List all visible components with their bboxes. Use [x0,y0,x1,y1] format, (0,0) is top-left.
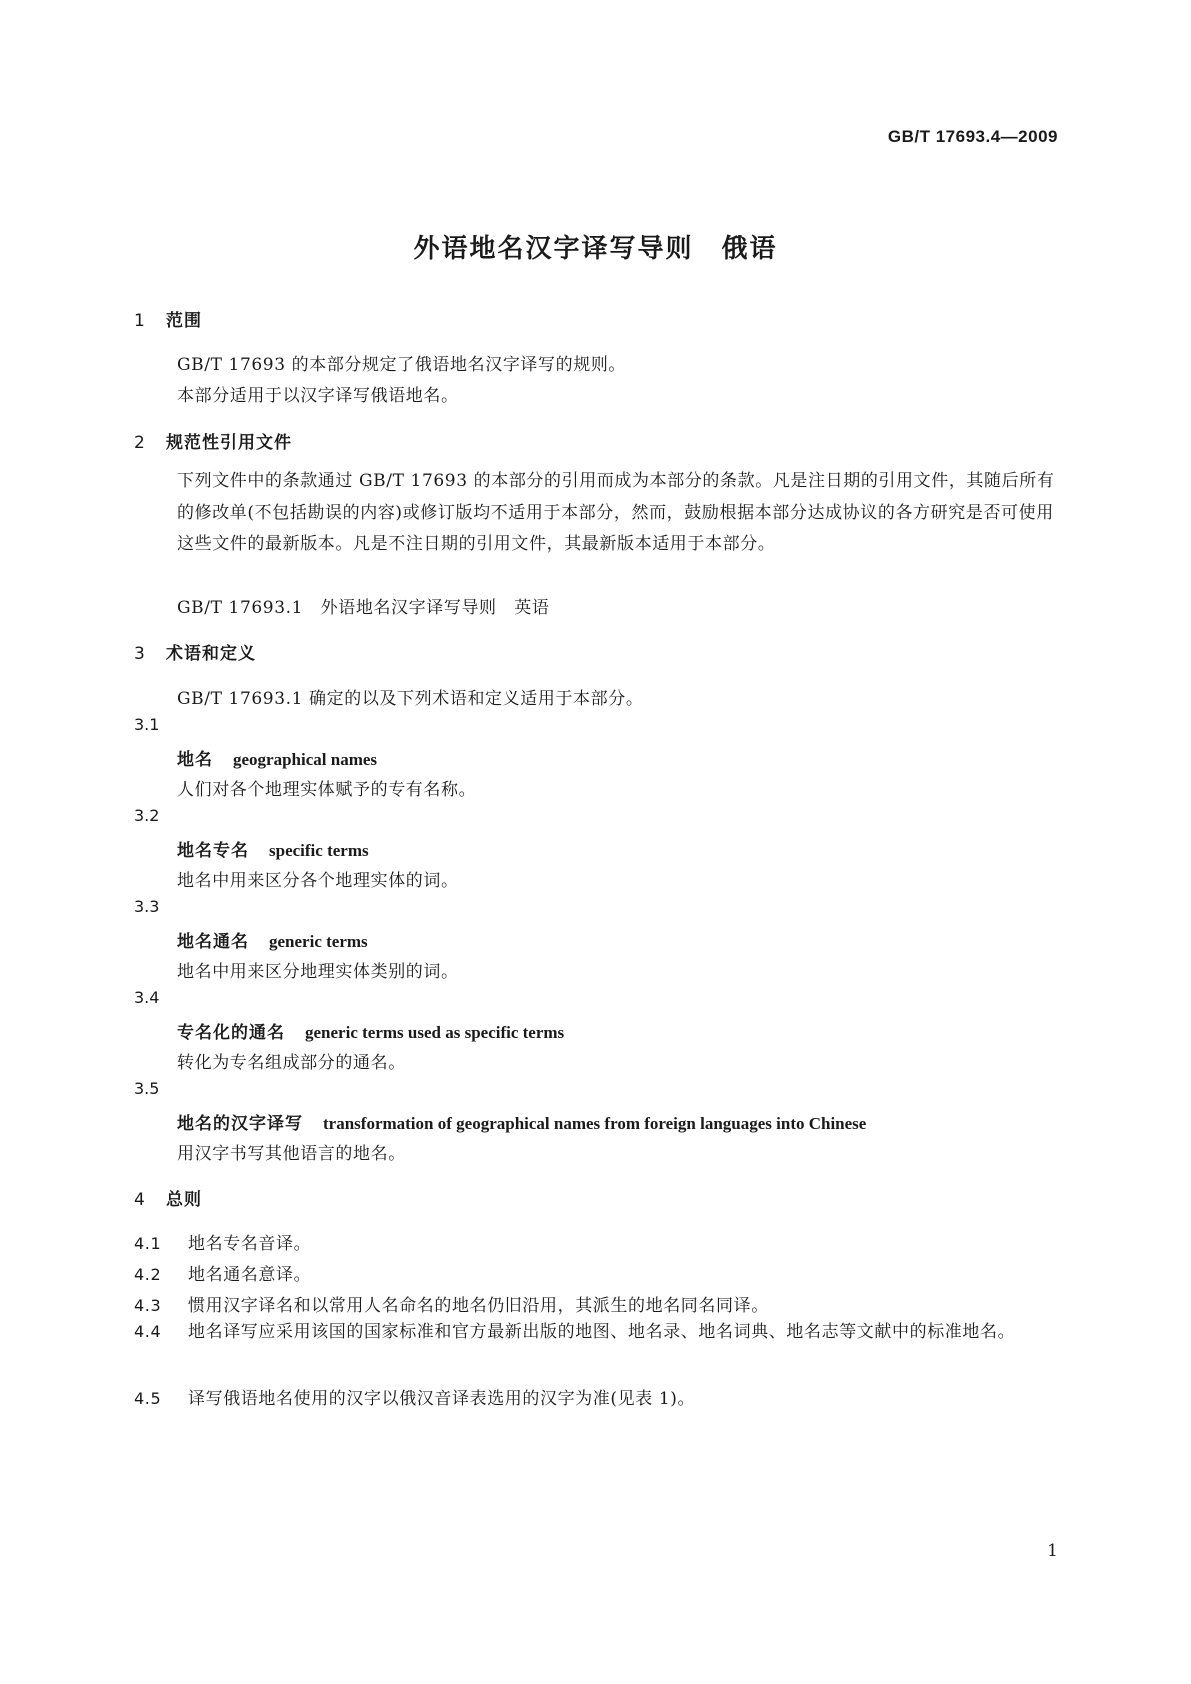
clause-number: 3.2 [134,806,160,825]
list-item [134,1384,695,1409]
item-text: 地名译写应采用该国的国家标准和官方最新出版的地图、地名录、地名词典、地名志等文献中的标准地名。 [188,1322,1016,1342]
paragraph: 本部分适用于以汉字译写俄语地名。 [177,386,459,406]
list-item [134,1260,311,1285]
term-entry [177,1109,866,1134]
clause-number: 3.1 [134,715,160,734]
paragraph: GB/T 17693 的本部分规定了俄语地名汉字译写的规则。 [177,355,627,375]
standard-number: GB/T 17693.4—2009 [887,127,1058,146]
page-number: 1 [1047,1541,1058,1561]
item-number: 4.3 [134,1296,162,1315]
section-3-heading [134,639,256,664]
section-title: 术语和定义 [166,644,256,664]
term-definition: 人们对各个地理实体赋予的专有名称。 [177,780,477,800]
term-entry [177,1018,564,1043]
term-en: geographical names [233,750,378,769]
item-text: 地名专名音译。 [188,1234,312,1254]
section-title: 总则 [166,1190,202,1210]
term-entry [177,927,368,952]
section-1-heading [134,306,202,331]
section-number: 1 [134,311,146,331]
paragraph: GB/T 17693.1 确定的以及下列术语和定义适用于本部分。 [177,689,644,709]
section-number: 3 [134,644,146,664]
term-en: specific terms [269,841,369,860]
list-item [134,1316,1060,1349]
term-definition: 地名中用来区分各个地理实体的词。 [177,871,459,891]
term-entry [177,745,377,770]
term-zh: 地名专名 [177,841,249,861]
term-zh: 地名的汉字译写 [177,1114,303,1134]
term-zh: 地名通名 [177,932,249,952]
term-en: generic terms [269,932,368,951]
term-zh: 地名 [177,750,213,770]
item-text: 地名通名意译。 [188,1265,312,1285]
term-definition: 地名中用来区分地理实体类别的词。 [177,962,459,982]
term-definition: 用汉字书写其他语言的地名。 [177,1144,406,1164]
item-text: 译写俄语地名使用的汉字以俄汉音译表选用的汉字为准(见表 1)。 [188,1389,696,1409]
document-title: 外语地名汉字译写导则 俄语 [413,234,778,264]
clause-number: 3.5 [134,1079,160,1098]
list-item [134,1291,769,1316]
section-2-heading [134,428,292,453]
item-number: 4.4 [134,1322,162,1341]
item-number: 4.1 [134,1234,162,1253]
section-number: 2 [134,433,146,453]
term-zh: 专名化的通名 [177,1023,285,1043]
clause-number: 3.3 [134,897,160,916]
term-en: transformation of geographical names from foreign languages into Chinese [323,1114,867,1133]
normative-reference: GB/T 17693.1 外语地名汉字译写导则 英语 [177,598,550,618]
item-number: 4.2 [134,1265,162,1284]
section-4-heading [134,1185,202,1210]
section-number: 4 [134,1190,146,1210]
list-item [134,1229,311,1254]
clause-number: 3.4 [134,988,160,1007]
section-title: 范围 [166,311,202,331]
item-number: 4.5 [134,1389,162,1408]
paragraph [134,466,1060,561]
paragraph-text: 下列文件中的条款通过 GB/T 17693 的本部分的引用而成为本部分的条款。凡是注日期的引用文件，其随后所有的修改单(不包括勘误的内容)或修订版均不适用于本部分，然而，鼓励根据本部分达成协议的各方研究是否可使用这些文件的最新版本。凡是不注日期的引用文件，其最新版本适用于本部分。 [177,471,1055,554]
term-entry [177,836,369,861]
term-definition: 转化为专名组成部分的通名。 [177,1053,406,1073]
term-en: generic terms used as specific terms [305,1023,565,1042]
section-title: 规范性引用文件 [166,433,292,453]
item-text: 惯用汉字译名和以常用人名命名的地名仍旧沿用，其派生的地名同名同译。 [188,1296,769,1316]
